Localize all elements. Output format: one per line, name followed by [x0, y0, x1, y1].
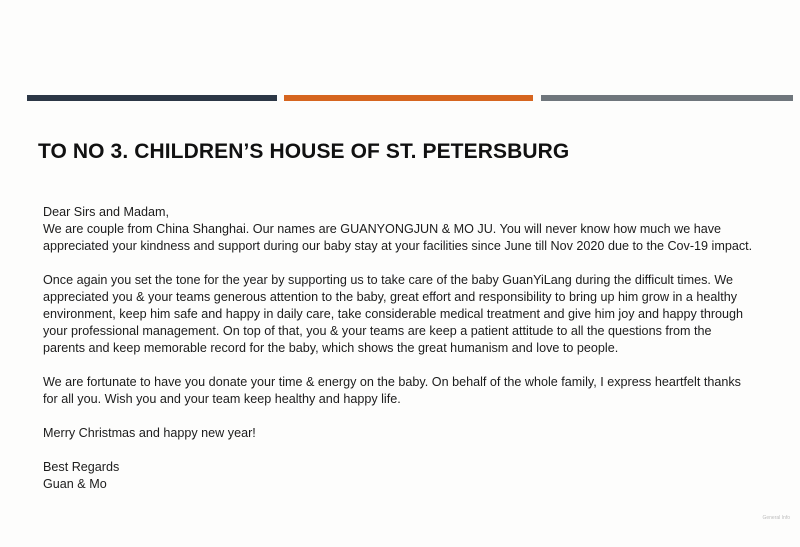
- header-color-bars: [27, 95, 793, 101]
- salutation: Dear Sirs and Madam,: [43, 205, 169, 219]
- paragraph-3-line-2: for all you. Wish you and your team keep healthy and happy life.: [43, 392, 401, 406]
- orange-bar: [284, 95, 533, 101]
- footer-note: General Info: [762, 515, 790, 521]
- paragraph-2-line-5: parents and keep memorable record for the baby, which shows the great humanism and love to people.: [43, 341, 619, 355]
- paragraph-2-line-3: environment, keep him safe and happy in daily care, take considerable medical treatment and give him joy and happy through: [43, 307, 744, 321]
- greeting: Merry Christmas and happy new year!: [43, 426, 256, 440]
- closing: Best Regards: [43, 460, 120, 474]
- signature: Guan & Mo: [43, 477, 107, 491]
- gray-bar: [541, 95, 793, 101]
- paragraph-1-line-2: appreciated your kindness and support during our baby stay at your facilities since June till Nov 2020 due to the Cov-19 impact.: [43, 239, 753, 253]
- paragraph-1-line-1: We are couple from China Shanghai. Our names are GUANYONGJUN & MO JU. You will never know how much we have: [43, 222, 722, 236]
- paragraph-3-line-1: We are fortunate to have you donate your time & energy on the baby. On behalf of the whole family, I express heartfelt thanks: [43, 375, 741, 389]
- letter-body: [43, 204, 783, 493]
- letter-heading: TO NO 3. CHILDREN’S HOUSE OF ST. PETERSBURG: [38, 140, 570, 163]
- paragraph-2-line-1: Once again you set the tone for the year by supporting us to take care of the baby GuanYiLang during the difficult times. We: [43, 273, 734, 287]
- paragraph-2-line-2: appreciated you & your teams generous attention to the baby, great effort and responsibility to bring up him grow in a healthy: [43, 290, 738, 304]
- navy-bar: [27, 95, 277, 101]
- paragraph-2-line-4: your professional management. On top of that, you & your teams are keep a patient attitude to all the questions from the: [43, 324, 712, 338]
